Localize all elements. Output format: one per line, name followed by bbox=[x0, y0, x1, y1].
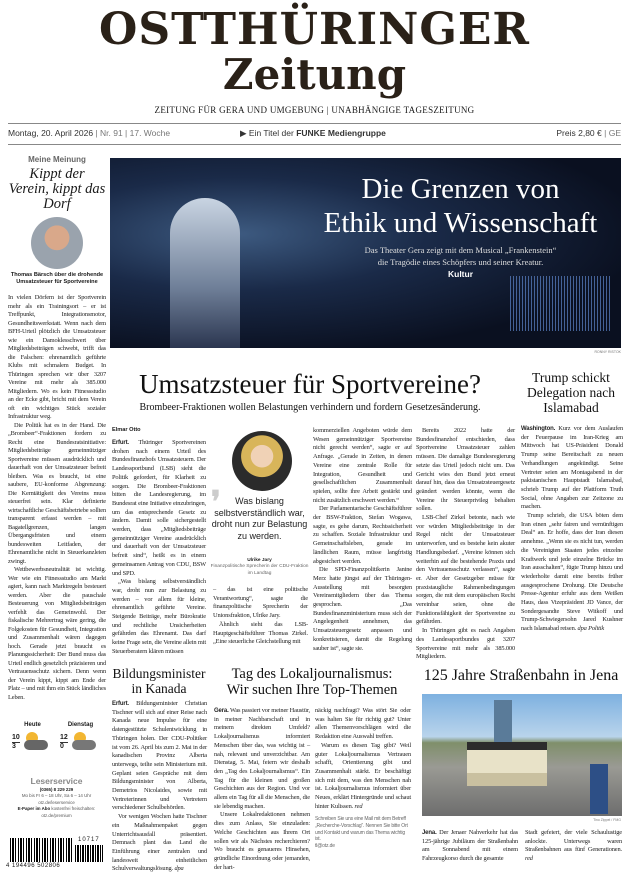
weather-tuesday: Dienstag 12 0 bbox=[58, 722, 103, 728]
divider bbox=[8, 123, 621, 124]
price-info: Preis 2,80 € | GE bbox=[556, 128, 621, 138]
issue-info bbox=[8, 128, 170, 138]
publisher-icon: ▶ bbox=[240, 128, 247, 138]
lokal-email[interactable]: tl@otz.de bbox=[315, 842, 335, 849]
quote-avatar bbox=[232, 431, 292, 491]
actor-figure bbox=[170, 198, 240, 348]
quote-mark-icon: ❜ bbox=[211, 486, 221, 519]
photo-credit: RONNY RISTOK bbox=[594, 350, 621, 354]
author-avatar bbox=[31, 217, 83, 269]
hero-subtitle: Das Theater Gera zeigt mit dem Musical „Frankenstein“ die Tragödie eines Schöpfers und seiner Kreatur. Kultur bbox=[300, 244, 621, 280]
waveform-graphic bbox=[510, 276, 610, 331]
reader-service: Leserservice (0365) 8 229 229 Mo bis Fr 6 – 18 Uhr, Sa 6 – 14 Uhr otz.de/leserservice E-Paper im Abo kostenfrei freischalten: otz.de/premium bbox=[8, 776, 105, 819]
service-link[interactable]: otz.de/leserservice bbox=[38, 799, 75, 805]
barcode-addon bbox=[75, 845, 103, 862]
lead-title[interactable]: Umsatzsteuer für Sportvereine? bbox=[139, 369, 481, 399]
bildung-body: Erfurt. Bildungsminister Christian Tischner will sich auf einer Reise nach Kanada neue Impulse für eine datengestützte Schulentwicklung in Thüringen holen. Der CDU-Politiker ist vom 26. April bis zum 2. Mai in der kanadischen Provinz Alberta unterwegs, teilte sein Ministerium mit. Geplant seien Gespräche mit dem Bildungsminister von Alberta, Demetrios Nicolaides, sowie mit Vertreterinnen und Vertretern verschiedener Schulbehörden. Vor wenigen Wochen hatte Tischner ein Maßnahmenpaket gegen Unterrichtsausfall präsentiert. Demnach plant das Land die Einführung einer zentralen und landesweit einheitlichen Schulverwaltungslösung. dpa bbox=[112, 700, 207, 873]
lokal-title[interactable]: Tag des Lokaljournalismus: Wir suchen Ihre Top-Themen bbox=[226, 666, 398, 698]
barcode bbox=[10, 838, 72, 862]
cloud-icon bbox=[72, 740, 96, 750]
publisher-info: ▶ Ein Titel der FUNKE Mediengruppe bbox=[240, 128, 386, 138]
lead-col-4: Bereits 2022 hatte der Bundesfinanzhof entschieden, dass Sportvereine Umsatzsteuer zahlen müssen. Die damalige Bundesregierung setzte das Urteil jedoch nicht um. Das Gericht wies den Bund jetzt erneut darauf hin, dass das Umsatzsteuergesetz geändert werden könnte, wenn die Vereine ihr Steuerprivileg behalten sollen. LSB-Chef Zirkel betonte, nach wie vor würden Mitgliedsbeiträge in der Regel nicht der Umsatzsteuer unterworfen, und es bestehe kein akuter Handlungsbedarf. „Vereine können sich weiterhin auf die bestehende Praxis und den Vertrauensschutz verlassen“, sagte er. Aber der Gesetzgeber müsse für praxistaugliche Rahmenbedingungen sorgen, die mit dem europäischen Recht vereinbar seien, ohne die Funktionsfähigkeit der Sportvereine zu gefährden. In Thüringen gibt es nach Angaben des Landessportbundes gut 3207 Sportvereine mit mehr als 385.000 Mitgliedern. bbox=[416, 427, 515, 661]
quote-role: Finanzpolitische Sprecherin der CDU-Fraktion im Landtag bbox=[210, 564, 309, 576]
masthead-subtitle: Zeitung bbox=[222, 50, 407, 99]
author-caption: Thomas Bärsch über die drohende Umsatzsteuer für Sportvereine bbox=[10, 272, 104, 285]
issue-number: | Nr. 91 | 17. Woche bbox=[95, 128, 171, 138]
tram bbox=[467, 742, 547, 786]
opinion-body: In vielen Dörfern ist der Sportverein mehr als ein Trainingsort – er ist Treffpunkt, Integrationsmotor, Gesundheitswerkstatt. Wenn nach dem BFH-Urteil plötzlich die Umsatzsteuer wie ein Damoklesschwert über Mitgliedsbeiträgen schwebt, trifft das die Falschen: ehrenamtlich geführte Klubs mit schmalem Budget. In Thüringen sprechen wir über 3207 Vereine mit mehr als 385.000 Mitgliedern. Wo es kein Fitnessstudio an der Ecke gibt, bricht mit dem Verein oft ein wichtiges Stück sozialer Infrastruktur weg. Die Politik hat es in der Hand. Die „Brombeer“-Fraktionen fordern zu Recht eine Bundesratsinitiative: Mitgliedsbeiträge gemeinnütziger Sportvereine müssen ausdrücklich und dauerhaft von der Umsatzsteuer befreit bleiben. Was es braucht, ist eine saubere, EU-konforme Abgrenzung: Die Kerntätigkeit des Vereins muss steuerfrei sein. Klar definierte wirtschaftliche Geschäftsbetriebe sollten transparent erfasst werden – mit Bagatellgrenzen, langen Übergangsfristen und einem bundesweiten Leitfaden, der Ehrenamtliche nicht in Steuerkanzleien zwingt. Wettbewerbsneutralität ist wichtig. Wer wie ein Fitnessstudio am Markt agiert, kann nach Marktregeln besteuert werden. Aber die pauschale Besteuerung von Mitgliedsbeiträgen verfehlt das Gemeinwohl. Der fiskalische Mehrertrag wäre gering, die Folgekosten für Gesundheit, Integration und Zusammenhalt wären dagegen hoch. Gerade jetzt braucht es Planungssicherheit: Der Bund muss das Urteil endlich gesetzlich präzisieren und Vertrauensschutz sichern. Denn wenn der Verein kippt, kippt am Ende der Platz – und mit ihm ein Stück ländliches Leben. bbox=[8, 294, 106, 701]
opinion-column bbox=[8, 155, 106, 702]
lead-col-2: – das ist eine politische Verantwortung“, sagte die finanzpolitische Sprecherin der Unionsfraktion, Ulrike Jary. Ähnlich sieht das LSB-Hauptgeschäftsführer Thomas Zirkel. „Eine steuerliche Gleichstellung mit bbox=[213, 586, 308, 646]
lokal-col-2: näckig nachfragt? Was stört Sie oder was halten Sie für richtig gut? Unter allen Themenvorschlägen wird die Redaktion eine Auswahl treffen. Warum es diesen Tag gibt? Weil guter Lokaljournalismus Vertrauen schafft, Orientierung gibt und Zusammenhalt stärkt. Er beschäftigt sich mit dem, was den Menschen nah ist. Lokaljournalismus informiert über Neues, erklärt Hintergründe und schaut hinter Kulissen. red Schreiben Sie uns eine Mail mit dem Betreff „Recherche-Vorschlag“. Nennen Sie bitte Ort und Kontakt und warum das Thema wichtig ist. tl@otz.de bbox=[315, 707, 411, 849]
photo-credit: Tino Zippel / FMG bbox=[593, 818, 621, 822]
quote-name: Ulrike Jary bbox=[247, 558, 272, 563]
kicker: Meine Meinung bbox=[28, 155, 86, 164]
rain-cloud-icon bbox=[24, 740, 48, 750]
author: Elmar Otto bbox=[112, 427, 141, 433]
masthead-title: OSTTHÜRINGER bbox=[98, 4, 530, 55]
bildung-title[interactable]: Bildungsminister in Kanada bbox=[112, 666, 206, 696]
trump-title[interactable]: Trump schickt Delegation nach Islamabad bbox=[526, 370, 616, 415]
tram-col-2: Stadt gefeiert, der viele Schaulustige anlockte. Unterwegs waren Straßenbahnen aus fünf Generationen. red bbox=[525, 829, 622, 863]
lead-subtitle: Brombeer-Fraktionen wollen Belastungen verhindern und fordern Gesetzesänderung. bbox=[139, 402, 481, 413]
tram-col-1: Jena. Der Jenaer Nahverkehr hat das 125-jährige Jubiläum der Straßenbahn am Sonnabend mit einem Fahrzeugkorso durch die gesamte bbox=[422, 829, 518, 863]
lokal-col-1: Gera. Was passiert vor meiner Haustür, in meiner Nachbarschaft und in meinem direkten Umfeld? Lokaljournalismus informiert Menschen über das, was wichtig ist – nah, relevant und unverzichtbar. Am Dienstag, 5. Mai, feiern wir deshalb den „Tag des Lokaljournalismus“. Ein Tag für die kleinen und großen Geschichten aus der Region. Und vor allem ein Tag für all die Menschen, die sie lebendig machen. Unsere Lokalredaktionen nehmen dies zum Anlass, Sie einzuladen: Welche Geschichten aus Ihrem Ort sollen wir als Nächstes recherchieren? Wo braucht es genaueres Hinsehen, gründliche Einordnung oder jemanden, der hart- bbox=[214, 707, 310, 871]
spectator bbox=[590, 764, 608, 814]
hero-title: Die Grenzen von bbox=[361, 173, 560, 205]
opinion-title: Kippt der Verein, kippt das Dorf bbox=[8, 166, 106, 212]
lokal-note: Schreiben Sie uns eine Mail mit dem Betreff „Recherche-Vorschlag“. Nennen Sie bitte Ort und Kontakt und warum das Thema wichtig ist. bbox=[315, 816, 408, 843]
lead-col-3: kommerziellen Angeboten würde dem Wesen gemeinnütziger Sportvereine nicht gerecht werden“, sagte er auf Anfrage. „Gerade in Zeiten, in denen Vereine eine zentrale Rolle für Integration, Gesundheit und gesellschaftlichen Zusammenhalt spielen, sollte ihre Arbeit gestärkt und nicht zusätzlich erschwert werden.“ Der Parlamentarische Geschäftsführer der BSW-Fraktion, Stefan Wogawa, sagte, es gehe darum, Rechtssicherheit zu schaffen. Soziale Infrastruktur und Gemeinschaftsleben, gerade im ländlichen Raum, müsse langfristig abgesichert werden. Die SPD-Finanzpolitikerin Janine Merz hatte jüngst auf der Thüringen-Ausstellung mit besorgten Vereinsmitgliedern über das Thema gesprochen. „Das Bundesfinanzministerium muss sich der Angelegenheit annehmen, das Umsatzsteuergesetz anpassen und konkretisieren, damit die Regelung sauber ist“, sagte sie. bbox=[313, 427, 412, 652]
hero-image[interactable]: Die Grenzen von Ethik und Wissenschaft Das Theater Gera zeigt mit dem Musical „Frankenstein“ die Tragödie eines Schöpfers und seiner Kreatur. Kultur bbox=[110, 158, 621, 348]
epaper-link[interactable]: otz.de/premium bbox=[41, 812, 72, 818]
divider bbox=[8, 144, 621, 145]
section-link[interactable]: Kultur bbox=[447, 269, 474, 279]
tram-title[interactable]: 125 Jahre Straßenbahn in Jena bbox=[423, 667, 619, 684]
date: Montag, 20. April 2026 bbox=[8, 128, 94, 138]
masthead-tagline: ZEITUNG FÜR GERA UND UMGEBUNG | UNABHÄNGIGE TAGESZEITUNG bbox=[154, 105, 475, 115]
tram-photo[interactable] bbox=[422, 694, 622, 816]
trump-body: Washington. Kurz vor dem Auslaufen der Feuerpause im Iran-Krieg am Mittwoch hat US-Präsident Donald Trump seine Bereitschaft zu neuen Verhandlungen angekündigt. Seine Vertreter seien am Montagabend in der pakistanischen Hauptstadt Islamabad, schrieb Trump auf der Plattform Truth Social, ohne Angaben zur Zeitzone zu machen. Trump schrieb, die USA böten dem Iran einen „sehr fairen und vernünftigen Deal“ an. Er hoffe, dass der Iran diesen annehme. „Wenn sie es nicht tun, werden die Vereinigten Staaten jedes einzelne Kraftwerk und jede einzelne Brücke im Iran ausschalten“, fügte Trump hinzu und wiederholte damit eine bereits früher ausgesprochene Drohung. Die Deutsche Presse-Agentur erfuhr aus dem Weißen Haus, dass Vizepräsident JD Vance, der Sondergesandte Steve Witkoff und Trump-Schwiegersohn Jared Kushner nach Islamabad reisen. dpa Politik bbox=[521, 425, 624, 633]
weather bbox=[8, 722, 105, 770]
weather-today: Heute 10 3 bbox=[10, 722, 55, 728]
pull-quote: Was bislang selbstverständlich war, droht nun zur Belastung zu werden. bbox=[211, 496, 308, 541]
lead-col-1: Erfurt. Thüringer Sportvereinen drohen nach einem Urteil des Bundesfinanzhofs Umsatzsteuern. Der Landessportbund (LSB) sieht die Politik gefordert, für Klarheit zu sorgen. Die Brombeer-Fraktionen bitten die Landesregierung, im Bundesrat eine Initiative einzubringen, um das entsprechende Gesetz zu ändern. Damit solle sichergestellt werden, dass „Mitgliedsbeiträge gemeinnütziger Vereine ausdrücklich und dauerhaft von der Umsatzsteuer befreit sind“, heißt es in einem gemeinsamen Antrag von CDU, BSW und SPD. „Was bislang selbstverständlich war, droht nun zur Belastung zu werden – vor allem für kleine, ehrenamtlich geführte Vereine. Steigende Beiträge, mehr Bürokratie und rechtliche Unsicherheiten gefährden das Ehrenamt. Das darf keine Frage sein, die Vereine allein mit Steuerberatern klären müssen bbox=[112, 439, 206, 655]
